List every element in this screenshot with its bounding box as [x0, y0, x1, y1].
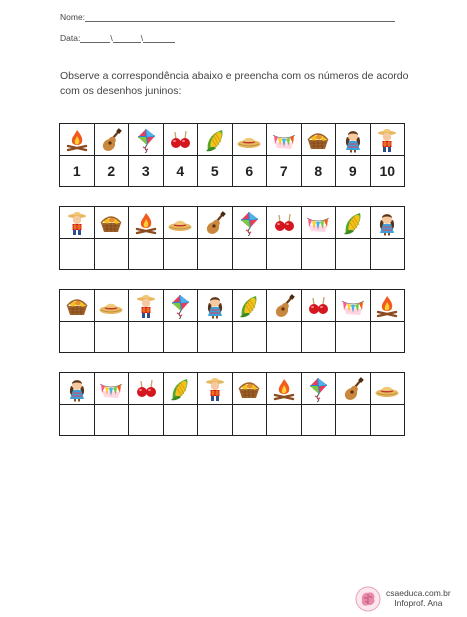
- answer-cell[interactable]: [198, 322, 233, 353]
- candy-apple-icon: [305, 293, 331, 319]
- answer-cell[interactable]: [198, 239, 233, 270]
- key-number: 9: [336, 156, 371, 187]
- picture-cell: [370, 373, 405, 405]
- answer-cell[interactable]: [301, 405, 336, 436]
- answer-cell[interactable]: [267, 405, 302, 436]
- date-year-line[interactable]: [140, 33, 175, 43]
- picture-cell: [94, 207, 129, 239]
- picture-cell: [336, 207, 371, 239]
- picture-cell: [301, 124, 336, 156]
- picture-cell: [163, 124, 198, 156]
- picture-cell: [232, 207, 267, 239]
- key-number: 4: [163, 156, 198, 187]
- answer-row: [60, 322, 405, 353]
- exercise-pictures-row: [60, 207, 405, 239]
- basket-icon: [64, 293, 90, 319]
- picture-cell: [129, 124, 164, 156]
- picture-cell: [198, 124, 233, 156]
- picture-cell: [232, 124, 267, 156]
- key-number: 6: [232, 156, 267, 187]
- bonfire-icon: [64, 127, 90, 153]
- answer-row: [60, 405, 405, 436]
- picture-cell: [198, 290, 233, 322]
- picture-cell: [163, 373, 198, 405]
- answer-cell[interactable]: [129, 405, 164, 436]
- kite-icon: [305, 376, 331, 402]
- straw-hat-icon: [236, 127, 262, 153]
- girl-icon: [64, 376, 90, 402]
- picture-cell: [60, 290, 95, 322]
- bonfire-icon: [133, 210, 159, 236]
- key-number: 7: [267, 156, 302, 187]
- boy-icon: [64, 210, 90, 236]
- basket-icon: [305, 127, 331, 153]
- picture-cell: [60, 207, 95, 239]
- girl-icon: [340, 127, 366, 153]
- straw-hat-icon: [167, 210, 193, 236]
- corn-icon: [202, 127, 228, 153]
- name-label: Nome:: [60, 12, 86, 22]
- picture-cell: [267, 373, 302, 405]
- straw-hat-icon: [98, 293, 124, 319]
- answer-cell[interactable]: [370, 322, 405, 353]
- exercise-table-3: [59, 372, 405, 436]
- picture-cell: [301, 207, 336, 239]
- guitar-icon: [98, 127, 124, 153]
- bonfire-icon: [271, 376, 297, 402]
- picture-cell: [267, 207, 302, 239]
- flags-icon: [98, 376, 124, 402]
- key-number: 5: [198, 156, 233, 187]
- picture-cell: [94, 124, 129, 156]
- girl-icon: [202, 293, 228, 319]
- kite-icon: [133, 127, 159, 153]
- exercise-pictures-row: [60, 290, 405, 322]
- answer-cell[interactable]: [129, 239, 164, 270]
- answer-cell[interactable]: [163, 322, 198, 353]
- date-day-line[interactable]: [80, 33, 113, 43]
- date-label: Data:: [60, 33, 81, 43]
- answer-cell[interactable]: [60, 405, 95, 436]
- picture-cell: [129, 290, 164, 322]
- exercise-table-1: [59, 206, 405, 270]
- answer-cell[interactable]: [163, 239, 198, 270]
- answer-cell[interactable]: [370, 239, 405, 270]
- corn-icon: [340, 210, 366, 236]
- basket-icon: [236, 376, 262, 402]
- picture-cell: [370, 124, 405, 156]
- kite-icon: [236, 210, 262, 236]
- picture-cell: [232, 373, 267, 405]
- answer-row: [60, 239, 405, 270]
- candy-apple-icon: [271, 210, 297, 236]
- picture-cell: [94, 373, 129, 405]
- boy-icon: [133, 293, 159, 319]
- picture-cell: [232, 290, 267, 322]
- candy-apple-icon: [133, 376, 159, 402]
- answer-cell[interactable]: [232, 239, 267, 270]
- picture-cell: [301, 373, 336, 405]
- instructions-text: Observe a correspondência abaixo e preencha com os números de acordo com os desenhos juninos:: [60, 70, 409, 97]
- picture-cell: [198, 207, 233, 239]
- flags-icon: [340, 293, 366, 319]
- answer-cell[interactable]: [336, 405, 371, 436]
- footer-author: Infoprof. Ana: [394, 598, 443, 608]
- exercise-pictures-row: [60, 373, 405, 405]
- guitar-icon: [271, 293, 297, 319]
- answer-cell[interactable]: [301, 322, 336, 353]
- footer-credit: [386, 588, 451, 608]
- guitar-icon: [340, 376, 366, 402]
- picture-cell: [267, 124, 302, 156]
- guitar-icon: [202, 210, 228, 236]
- answer-cell[interactable]: [94, 239, 129, 270]
- key-number: 3: [129, 156, 164, 187]
- answer-cell[interactable]: [198, 405, 233, 436]
- answer-cell[interactable]: [129, 322, 164, 353]
- key-number: 1: [60, 156, 95, 187]
- date-month-line[interactable]: [113, 33, 144, 43]
- brain-logo-icon: [355, 586, 381, 617]
- girl-icon: [374, 210, 400, 236]
- answer-cell[interactable]: [60, 239, 95, 270]
- picture-cell: [60, 124, 95, 156]
- straw-hat-icon: [374, 376, 400, 402]
- key-table: [59, 123, 405, 187]
- picture-cell: [163, 207, 198, 239]
- exercise-table-2: [59, 289, 405, 353]
- date-separator: \: [110, 33, 113, 43]
- picture-cell: [370, 207, 405, 239]
- answer-cell[interactable]: [301, 239, 336, 270]
- boy-icon: [202, 376, 228, 402]
- corn-icon: [236, 293, 262, 319]
- basket-icon: [98, 210, 124, 236]
- answer-cell[interactable]: [94, 405, 129, 436]
- picture-cell: [336, 124, 371, 156]
- answer-cell[interactable]: [94, 322, 129, 353]
- picture-cell: [94, 290, 129, 322]
- footer-site: csaeduca.com.br: [386, 588, 451, 598]
- answer-cell[interactable]: [370, 405, 405, 436]
- bonfire-icon: [374, 293, 400, 319]
- flags-icon: [271, 127, 297, 153]
- picture-cell: [163, 290, 198, 322]
- answer-cell[interactable]: [163, 405, 198, 436]
- answer-cell[interactable]: [232, 405, 267, 436]
- picture-cell: [60, 373, 95, 405]
- answer-cell[interactable]: [232, 322, 267, 353]
- picture-cell: [129, 373, 164, 405]
- picture-cell: [336, 290, 371, 322]
- answer-cell[interactable]: [267, 239, 302, 270]
- date-separator: \: [140, 33, 144, 43]
- picture-cell: [129, 207, 164, 239]
- boy-icon: [374, 127, 400, 153]
- key-numbers-row: [60, 156, 405, 187]
- candy-apple-icon: [167, 127, 193, 153]
- picture-cell: [198, 373, 233, 405]
- picture-cell: [370, 290, 405, 322]
- answer-cell[interactable]: [336, 322, 371, 353]
- corn-icon: [167, 376, 193, 402]
- answer-cell[interactable]: [60, 322, 95, 353]
- picture-cell: [267, 290, 302, 322]
- date-field[interactable]: [60, 33, 175, 43]
- answer-cell[interactable]: [267, 322, 302, 353]
- key-number: 2: [94, 156, 129, 187]
- key-number: 8: [301, 156, 336, 187]
- flags-icon: [305, 210, 331, 236]
- picture-cell: [301, 290, 336, 322]
- key-pictures-row: [60, 124, 405, 156]
- key-number: 10: [370, 156, 405, 187]
- picture-cell: [336, 373, 371, 405]
- answer-cell[interactable]: [336, 239, 371, 270]
- name-field[interactable]: [60, 12, 395, 22]
- kite-icon: [167, 293, 193, 319]
- name-line[interactable]: [85, 12, 395, 22]
